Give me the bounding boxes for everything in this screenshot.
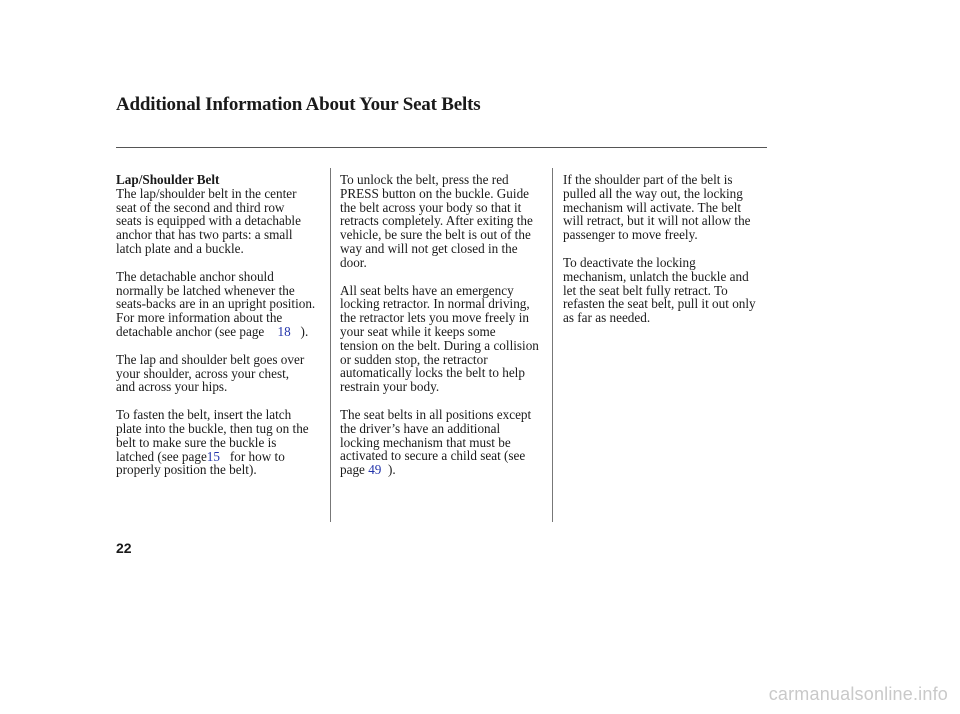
col2-paragraph-1 — [340, 173, 548, 270]
text-line: passenger to move freely. — [563, 227, 698, 243]
col1-paragraph-3 — [116, 353, 326, 394]
text-line — [340, 463, 548, 477]
text-fragment: ). — [300, 323, 309, 339]
text-line: belt to make sure the buckle is — [116, 434, 277, 450]
text-line — [116, 450, 326, 464]
text-line: latch plate and a buckle. — [116, 240, 244, 256]
text-line: To fasten the belt, insert the latch — [116, 407, 292, 423]
text-fragment: ). — [387, 462, 396, 478]
page-link-15[interactable]: 15 — [206, 448, 220, 464]
column-divider-right — [552, 168, 553, 522]
col1-paragraph-4 — [116, 408, 326, 477]
text-line: way and will not get closed in the — [340, 240, 518, 256]
text-line: plate into the buckle, then tug on the — [116, 420, 309, 436]
column-divider-left — [330, 168, 331, 522]
text-line: retracts completely. After exiting the — [340, 213, 533, 229]
text-line: The seat belts in all positions except — [340, 406, 532, 422]
text-fragment: latched (see page — [116, 448, 207, 464]
text-line: the belt across your body so that it — [340, 199, 522, 215]
text-line: seats is equipped with a detachable — [116, 213, 301, 229]
col2-paragraph-3 — [340, 408, 548, 477]
text-line: seats-backs are in an upright position. — [116, 296, 316, 312]
text-line: PRESS button on the buckle. Guide — [340, 185, 530, 201]
column-2 — [340, 173, 548, 491]
text-line: refasten the seat belt, pull it out only — [563, 296, 756, 312]
text-fragment: page — [340, 462, 365, 478]
text-line: properly position the belt). — [116, 462, 257, 478]
text-line: vehicle, be sure the belt is out of the — [340, 227, 531, 243]
column-3 — [563, 173, 773, 339]
col1-paragraph-2 — [116, 270, 326, 339]
text-line: activated to secure a child seat (see — [340, 448, 526, 464]
col3-paragraph-1 — [563, 173, 773, 242]
text-line: restrain your body. — [340, 379, 440, 395]
text-line: For more information about the — [116, 310, 283, 326]
text-fragment: for how to — [229, 448, 285, 464]
text-line: locking retractor. In normal driving, — [340, 296, 530, 312]
col2-paragraph-2 — [340, 284, 548, 394]
text-line: anchor that has two parts: a small — [116, 227, 293, 243]
text-line: let the seat belt fully retract. To — [563, 282, 728, 298]
text-line: normally be latched whenever the — [116, 282, 295, 298]
text-line: the driver’s have an additional — [340, 420, 501, 436]
page-title: Additional Information About Your Seat Belts — [116, 94, 481, 115]
text-line: mechanism will activate. The belt — [563, 199, 742, 215]
text-line: as far as needed. — [563, 310, 651, 326]
text-line: door. — [340, 254, 367, 270]
text-line: The lap/shoulder belt in the center — [116, 185, 297, 201]
text-line: or sudden stop, the retractor — [340, 351, 488, 367]
text-line: seat of the second and third row — [116, 199, 285, 215]
text-line: To deactivate the locking — [563, 254, 696, 270]
text-line: pulled all the way out, the locking — [563, 185, 743, 201]
text-line: your seat while it keeps some — [340, 323, 496, 339]
text-line: mechanism, unlatch the buckle and — [563, 268, 749, 284]
text-line: locking mechanism that must be — [340, 434, 511, 450]
text-line: the retractor lets you move freely in — [340, 310, 529, 326]
text-line — [116, 325, 326, 339]
text-line: will retract, but it will not allow the — [563, 213, 751, 229]
page-link-18[interactable]: 18 — [277, 323, 291, 339]
col1-section — [116, 173, 326, 256]
watermark: carmanualsonline.info — [768, 684, 948, 704]
text-line: The lap and shoulder belt goes over — [116, 351, 305, 367]
text-line: The detachable anchor should — [116, 268, 274, 284]
subheading: Lap/Shoulder Belt — [116, 172, 220, 187]
text-line: To unlock the belt, press the red — [340, 172, 509, 187]
text-fragment: detachable anchor (see page — [116, 323, 265, 339]
title-divider — [116, 147, 767, 148]
text-line: and across your hips. — [116, 379, 228, 395]
text-line: If the shoulder part of the belt is — [563, 172, 733, 187]
page-link-49[interactable]: 49 — [368, 462, 382, 478]
text-line: tension on the belt. During a collision — [340, 337, 539, 353]
text-line: All seat belts have an emergency — [340, 282, 514, 298]
col3-paragraph-2 — [563, 256, 773, 325]
text-line: your shoulder, across your chest, — [116, 365, 290, 381]
text-line: automatically locks the belt to help — [340, 365, 525, 381]
page-number: 22 — [116, 540, 132, 556]
column-1 — [116, 173, 326, 491]
